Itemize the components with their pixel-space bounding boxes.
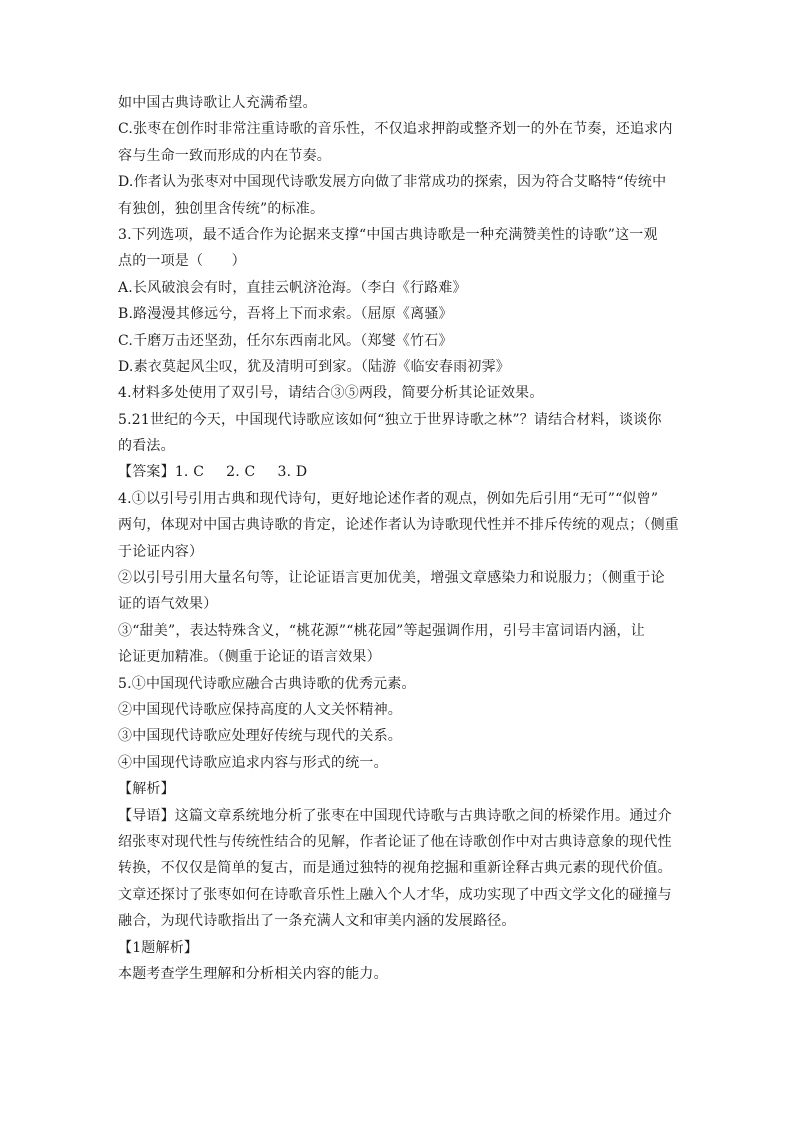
analysis-heading: 【解析】 [118, 781, 175, 798]
answer-4-line-3: 于论证内容） [118, 543, 204, 560]
answer-4-point-3-line-1: ③“甜美”，表达特殊含义，“桃花源”“桃花园”等起强调作用，引号丰富词语内涵，让 [118, 622, 645, 639]
text-line: 如中国古典诗歌让人充满希望。 [118, 95, 317, 111]
option-d-line-2: 有独创，独创里含传统”的标准。 [118, 200, 325, 217]
answer-4-line-2: 两句，体现对中国古典诗歌的肯定，论述作者认为诗歌现代性并不排斥传统的观点；（侧重 [118, 517, 679, 534]
question-3-line-2: 点的一项是（ ） [118, 253, 246, 270]
answer-5-point-1: 5.①中国现代诗歌应融合古典诗歌的优秀元素。 [118, 675, 416, 692]
answer-4-point-2-line-1: ②以引号引用大量名句等，让论证语言更加优美，增强文章感染力和说服力；（侧重于论 [118, 570, 665, 587]
document-page [118, 90, 678, 987]
q3-option-d: D.素衣莫起风尘叹，犹及清明可到家。（陆游《临安春雨初霁》 [118, 358, 510, 375]
q3-option-a: A.长风破浪会有时，直挂云帆济沧海。（李白《行路难》 [118, 279, 467, 296]
q3-option-c: C.千磨万击还坚劲，任尔东西南北风。（郑燮《竹石》 [118, 332, 453, 349]
intro-line-2: 绍张枣对现代性与传统性结合的见解，作者论证了他在诗歌创作中对古典诗意象的现代性 [118, 833, 672, 850]
answer-4-point-3-line-2: 论证更加精准。（侧重于论证的语言效果） [118, 649, 381, 666]
intro-line-3: 转换，不仅仅是简单的复古，而是通过独特的视角挖掘和重新诠释古典元素的现代价值。 [118, 860, 672, 877]
answer-row [118, 459, 678, 485]
question-1-analysis-text: 本题考查学生理解和分析相关内容的能力。 [118, 965, 388, 982]
answer-item: 2. C [226, 464, 256, 481]
question-5-line-2: 的看法。 [118, 438, 175, 455]
answer-item: 1. C [174, 464, 205, 481]
answer-4-point-2-line-2: 证的语气效果） [118, 596, 218, 613]
answer-label: 【答案】 [118, 464, 175, 481]
question-4: 4.材料多处使用了双引号，请结合③⑤两段，简要分析其论证效果。 [118, 385, 544, 402]
intro-line-1: 【导语】这篇文章系统地分析了张枣在中国现代诗歌与古典诗歌之间的桥梁作用。通过介 [118, 807, 672, 824]
answer-item: 3. D [277, 464, 308, 481]
answer-5-point-4: ④中国现代诗歌应追求内容与形式的统一。 [118, 754, 388, 771]
option-c-line-2: 容与生命一致而形成的内在节奏。 [118, 147, 331, 164]
answer-4-line-1: 4.①以引号引用古典和现代诗句，更好地论述作者的观点，例如先后引用“无可”“似曾” [118, 490, 659, 507]
answer-5-point-3: ③中国现代诗歌应处理好传统与现代的关系。 [118, 728, 402, 745]
option-d-line-1: D.作者认为张枣对中国现代诗歌发展方向做了非常成功的探索，因为符合艾略特“传统中 [118, 174, 667, 191]
question-5-line-1: 5.21世纪的今天，中国现代诗歌应该如何“独立于世界诗歌之林”？请结合材料，谈谈你 [118, 411, 662, 428]
question-1-analysis-heading: 【1题解析】 [118, 939, 199, 956]
intro-line-4: 文章还探讨了张枣如何在诗歌音乐性上融入个人才华，成功实现了中西文学文化的碰撞与 [118, 886, 672, 903]
intro-line-5: 融合，为现代诗歌指出了一条充满人文和审美内涵的发展路径。 [118, 913, 516, 930]
option-c-line-1: C.张枣在创作时非常注重诗歌的音乐性，不仅追求押韵或整齐划一的外在节奏，还追求内 [118, 121, 673, 138]
q3-option-b: B.路漫漫其修远兮，吾将上下而求索。（屈原《离骚》 [118, 306, 453, 323]
answer-5-point-2: ②中国现代诗歌应保持高度的人文关怀精神。 [118, 701, 402, 718]
question-3-line-1: 3.下列选项，最不适合作为论据来支撑“中国古典诗歌是一种充满赞美性的诗歌”这一观 [118, 226, 658, 243]
